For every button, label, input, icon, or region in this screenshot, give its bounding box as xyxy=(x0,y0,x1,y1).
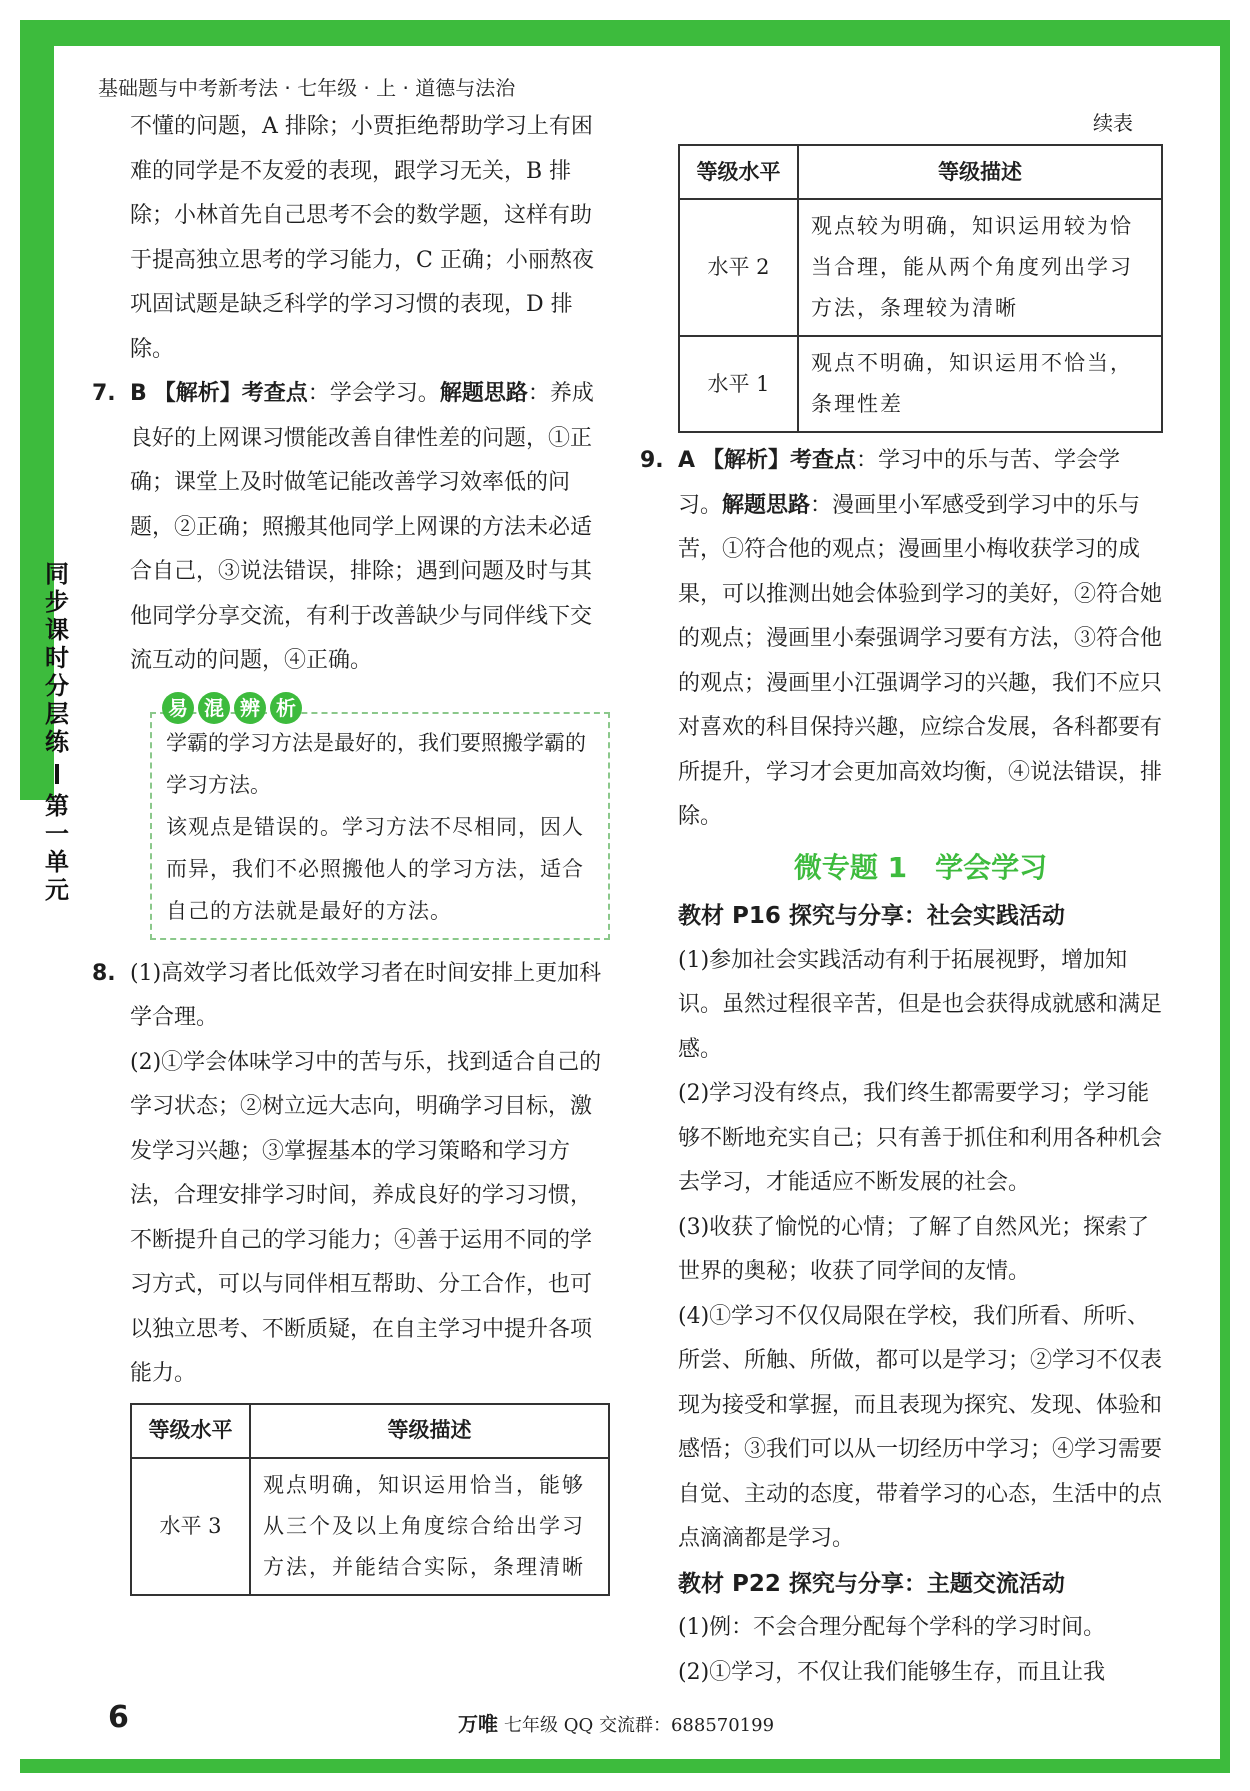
q7 xyxy=(92,372,610,684)
table-cell-desc: 观点明确，知识运用恰当，能够从三个及以上角度综合给出学习方法，并能结合实际，条理清晰 xyxy=(250,1458,609,1595)
unit-char: 单 xyxy=(45,848,69,876)
q7-text: ：养成良好的上网课习惯能改善自律性差的问题，①正确；课堂上及时做笔记能改善学习效率低的问题，②正确；照搬其他同学上网课的方法未必适合自己，③说法错误，排除；遇到问题及时与其他同学分享交流，有利于改善缺少与同伴线下交流互动的问题，④正确。 xyxy=(130,381,594,673)
unit-char: 第 xyxy=(45,792,69,820)
table-cell-level: 水平 2 xyxy=(679,199,798,336)
q9 xyxy=(640,439,1163,840)
footer-text: 七年级 QQ 交流群：688570199 xyxy=(504,1715,775,1736)
section-title: 教材 P16 探究与分享：社会实践活动 xyxy=(678,903,1065,929)
section-title: 教材 P22 探究与分享：主题交流活动 xyxy=(678,1570,1065,1597)
side-tab-char: 时 xyxy=(45,644,69,672)
side-tab-char: 步 xyxy=(45,588,69,616)
q8-number: 8. xyxy=(92,960,116,986)
level-table-left xyxy=(130,1403,610,1596)
section-item: (3)收获了愉悦的心情；了解了自然风光；探索了世界的奥秘；收获了同学间的友情。 xyxy=(678,1214,1150,1284)
q9-answer: A xyxy=(678,448,696,473)
confusion-claim: 学霸的学习方法是最好的，我们要照搬学霸的学习方法。 xyxy=(166,730,586,797)
table-cell-desc: 观点较为明确，知识运用较为恰当合理，能从两个角度列出学习方法，条理较为清晰 xyxy=(798,199,1162,336)
q9-number: 9. xyxy=(640,448,664,473)
q7-number: 7. xyxy=(92,381,116,406)
section-item: (2)①学习，不仅让我们能够生存，而且让我 xyxy=(678,1659,1106,1685)
section-item: (1)例：不会合理分配每个学科的学习时间。 xyxy=(678,1615,1106,1640)
confusion-explain: 该观点是错误的。学习方法不尽相同，因人而异，我们不必照搬他人的学习方法，适合自己的方法就是最好的方法。 xyxy=(166,814,584,923)
box-title-char: 辨 xyxy=(234,692,266,724)
q8-part2: (2)①学会体味学习中的苦与乐，找到适合自己的学习状态；②树立远大志向，明确学习目标，激发学习兴趣；③掌握基本的学习策略和学习方法，合理安排学习时间，养成良好的学习习惯，不断提升自己的学习能力；④善于运用不同的学习方式，可以与同伴相互帮助、分工合作，也可以独立思考、不断质疑，在自主学习中提升各项能力。 xyxy=(130,1049,602,1386)
q7-thought-label: 解题思路 xyxy=(439,381,528,406)
side-tab-char: 分 xyxy=(45,672,69,700)
table-header: 等级水平 xyxy=(679,145,798,199)
box-title-char: 析 xyxy=(270,692,302,724)
continued-label: 续表 xyxy=(1093,111,1133,135)
side-tab-char: 同 xyxy=(45,560,69,588)
q9-text: ：漫画里小军感受到学习中的乐与苦，①符合他的观点；漫画里小梅收获学习的成果，可以推测出她会体验到学习的美好，②符合她的观点；漫画里小秦强调学习要有方法，③符合他的观点；漫画里小江强调学习的兴趣，我们不应只对喜欢的科目保持兴趣，应综合发展，各科都要有所提升，学习才会更加高效均衡，④说法错误，排除。 xyxy=(678,492,1163,829)
page-number: 6 xyxy=(108,1700,129,1735)
section-item: (4)①学习不仅仅局限在学校，我们所看、所听、所尝、所触、所做，都可以是学习；②学习不仅表现为接受和掌握，而且表现为探究、发现、体验和感悟；③我们可以从一切经历中学习；④学习需要自觉、主动的态度，带着学习的心态，生活中的点点滴滴都是学习。 xyxy=(678,1303,1163,1551)
left-column xyxy=(92,105,610,1602)
topic-title: 微专题 1 学会学习 xyxy=(793,850,1048,884)
side-tab-char: 课 xyxy=(45,616,69,644)
bottom-frame-bar xyxy=(20,1759,1230,1773)
q9-point: ：学习中的乐与苦、学会学习。 xyxy=(678,448,1121,518)
q9-tag: 【解析】考查点 xyxy=(702,448,857,473)
table-cell-desc: 观点不明确，知识运用不恰当，条理性差 xyxy=(798,336,1162,432)
section-item: (2)学习没有终点，我们终生都需要学习；学习能够不断地充实自己；只有善于抓住和利用各种机会去学习，才能适应不断发展的社会。 xyxy=(678,1081,1163,1195)
side-tab xyxy=(40,560,74,904)
unit-char: 元 xyxy=(45,876,69,904)
q8-part1-text: (1)高效学习者比低效学习者在时间安排上更加科学合理。 xyxy=(130,960,602,1030)
q9-thought-label: 解题思路 xyxy=(722,492,811,518)
box-title-char: 易 xyxy=(162,692,194,724)
confusion-box xyxy=(150,695,610,940)
box-title-char: 混 xyxy=(198,692,230,724)
table-header: 等级描述 xyxy=(798,145,1162,199)
table-header: 等级水平 xyxy=(131,1404,250,1458)
q7-answer: B xyxy=(130,381,147,406)
right-frame-bar xyxy=(1220,20,1230,1773)
q6-continuation: 不懂的问题，A 排除；小贾拒绝帮助学习上有困难的同学是不友爱的表现，跟学习无关，B 排除；小林首先自己思考不会的数学题，这样有助于提高独立思考的学习能力，C 正确；小丽熬夜巩固试题是缺乏科学的学习习惯的表现，D 排除。 xyxy=(130,114,594,362)
unit-char: 一 xyxy=(45,820,69,848)
top-frame-bar xyxy=(20,20,1230,46)
brand-logo: 万唯 xyxy=(458,1712,498,1736)
table-cell-level: 水平 3 xyxy=(131,1458,250,1595)
q8-part1 xyxy=(92,952,610,1041)
side-tab-char: 层 xyxy=(45,700,69,728)
level-table-right xyxy=(678,144,1163,433)
table-cell-level: 水平 1 xyxy=(679,336,798,432)
page-header: 基础题与中考新考法 · 七年级 · 上 · 道德与法治 xyxy=(98,76,516,100)
q7-tag: 【解析】考查点 xyxy=(153,381,308,406)
section-item: (1)参加社会实践活动有利于拓展视野，增加知识。虽然过程很辛苦，但是也会获得成就感和满足感。 xyxy=(678,947,1163,1062)
table-header: 等级描述 xyxy=(250,1404,609,1458)
side-tab-divider xyxy=(55,764,59,784)
side-tab-char: 练 xyxy=(45,728,69,756)
q7-point: ：学会学习。 xyxy=(307,381,440,406)
confusion-box-title xyxy=(162,692,302,724)
footer xyxy=(458,1708,774,1737)
right-column xyxy=(640,111,1163,1695)
